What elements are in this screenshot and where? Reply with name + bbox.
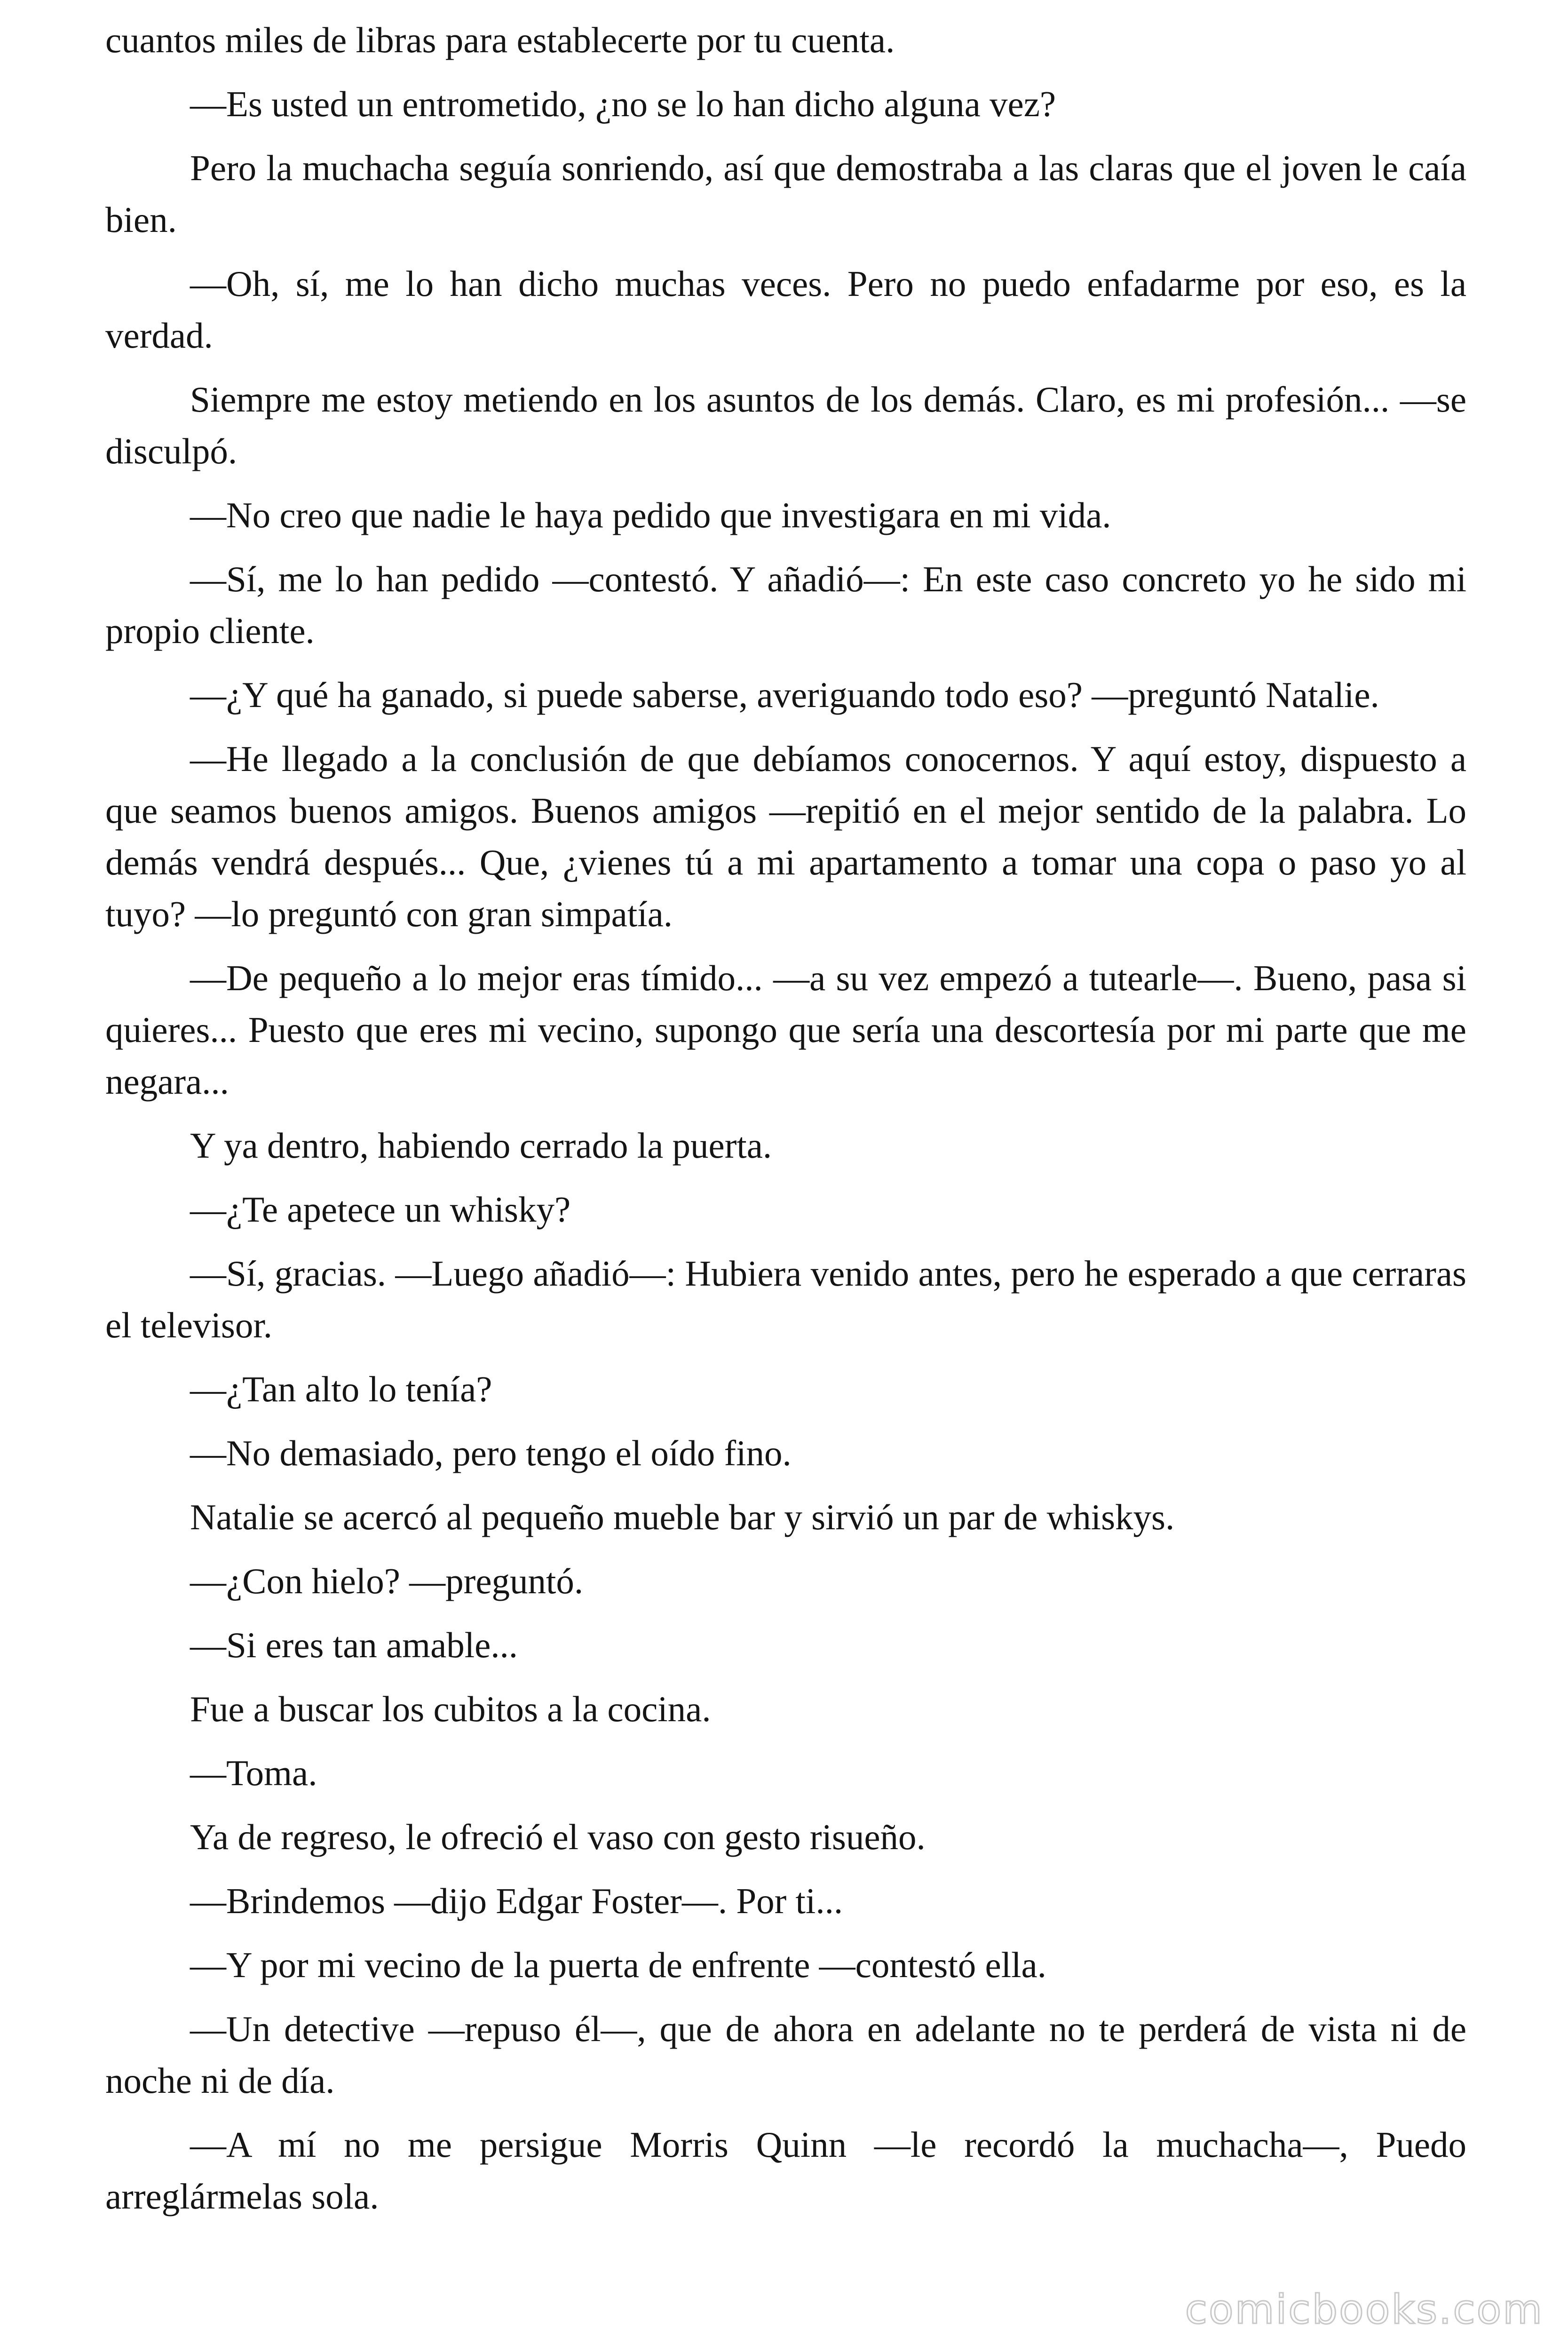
- paragraph: —Brindemos —dijo Edgar Foster—. Por ti...: [190, 1881, 843, 1921]
- paragraph: —Toma.: [190, 1753, 317, 1793]
- paragraph: —He llegado a la conclusión de que debíamos conocernos. Y aquí estoy, dispuesto a que seamos buenos amigos. Buenos amigos —repitió en el mejor sentido de la palabra. Lo demás vendrá después... Que, ¿vienes tú a mi apartamento a tomar una copa o paso yo al tuyo? —lo preguntó con gran simpatía.: [105, 739, 1466, 934]
- paragraph: Pero la muchacha seguía sonriendo, así que demostraba a las claras que el joven le caía bien.: [105, 148, 1466, 240]
- paragraph: Siempre me estoy metiendo en los asuntos de los demás. Claro, es mi profesión... —se disculpó.: [105, 379, 1466, 471]
- paragraph: —Es usted un entrometido, ¿no se lo han dicho alguna vez?: [190, 84, 1056, 124]
- paragraph: —No demasiado, pero tengo el oído fino.: [190, 1433, 792, 1473]
- paragraph: —Si eres tan amable...: [190, 1625, 518, 1665]
- paragraph: —¿Y qué ha ganado, si puede saberse, averiguando todo eso? —preguntó Natalie.: [190, 675, 1379, 715]
- paragraph: —Y por mi vecino de la puerta de enfrente —contestó ella.: [190, 1945, 1046, 1985]
- paragraph: —De pequeño a lo mejor eras tímido... —a su vez empezó a tutearle—. Bueno, pasa si quieres... Puesto que eres mi vecino, supongo que sería una descortesía por mi parte que me negara...: [105, 958, 1466, 1102]
- paragraph: cuantos miles de libras para establecerte por tu cuenta.: [105, 20, 895, 60]
- paragraph: —¿Tan alto lo tenía?: [190, 1369, 492, 1409]
- paragraph: —A mí no me persigue Morris Quinn —le recordó la muchacha—, Puedo arreglármelas sola.: [105, 2124, 1466, 2217]
- paragraph: —No creo que nadie le haya pedido que investigara en mi vida.: [190, 495, 1111, 535]
- paragraph: Ya de regreso, le ofreció el vaso con gesto risueño.: [190, 1817, 926, 1857]
- paragraph: —Sí, gracias. —Luego añadió—: Hubiera venido antes, pero he esperado a que cerraras el televisor.: [105, 1253, 1466, 1345]
- paragraph: —¿Con hielo? —preguntó.: [190, 1561, 584, 1601]
- paragraph: —¿Te apetece un whisky?: [190, 1189, 571, 1230]
- paragraph: —Oh, sí, me lo han dicho muchas veces. Pero no puedo enfadarme por eso, es la verdad.: [105, 263, 1466, 356]
- paragraph: —Un detective —repuso él—, que de ahora en adelante no te perderá de vista ni de noche ni de día.: [105, 2009, 1466, 2101]
- paragraph: —Sí, me lo han pedido —contestó. Y añadió—: En este caso concreto yo he sido mi propio cliente.: [105, 559, 1466, 651]
- paragraph: Y ya dentro, habiendo cerrado la puerta.: [190, 1125, 772, 1166]
- paragraph: Natalie se acercó al pequeño mueble bar y sirvió un par de whiskys.: [190, 1497, 1175, 1537]
- paragraph: Fue a buscar los cubitos a la cocina.: [190, 1689, 711, 1729]
- watermark: comicbooks.com: [1185, 2286, 1544, 2333]
- document-page: [105, 14, 1466, 2234]
